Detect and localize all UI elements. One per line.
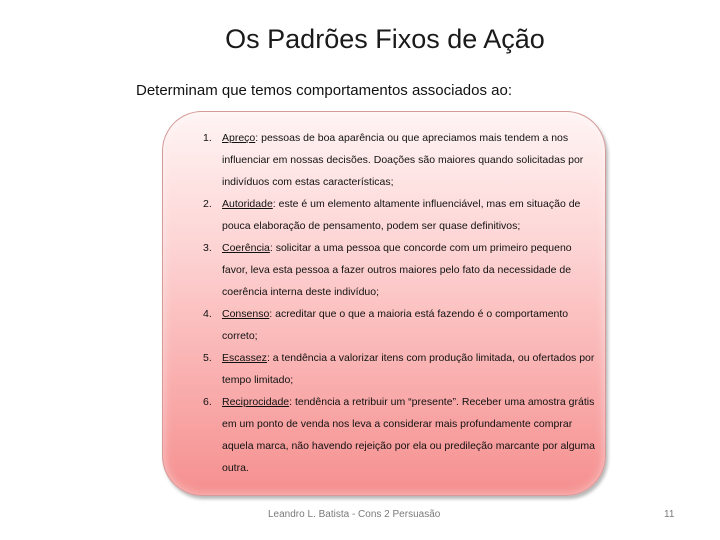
item-text: : acreditar que o que a maioria está fazendo é o comportamento correto; bbox=[222, 308, 569, 342]
item-text: : tendência a retribuir um “presente”. Receber uma amostra grátis em um ponto de venda nos leva a considerar mais profundamente comprar aquela marca, não havendo rejeição por ela ou predileção marcante por alguma outra. bbox=[222, 396, 595, 474]
item-term: Consenso bbox=[222, 308, 270, 320]
slide-subtitle: Determinam que temos comportamentos associados ao: bbox=[136, 82, 513, 99]
item-number: 5. bbox=[203, 352, 212, 364]
pattern-list bbox=[203, 127, 598, 479]
item-number: 2. bbox=[203, 198, 212, 210]
item-number: 1. bbox=[203, 132, 212, 144]
list-item-autoridade bbox=[203, 193, 598, 237]
item-term: Autoridade bbox=[222, 198, 273, 210]
list-item-reciprocidade bbox=[203, 391, 598, 479]
item-number: 4. bbox=[203, 308, 212, 320]
list-item-coerencia bbox=[203, 237, 598, 303]
item-term: Escassez bbox=[222, 352, 267, 364]
item-text: : a tendência a valorizar itens com produção limitada, ou ofertados por tempo limitado; bbox=[222, 352, 595, 386]
item-text: : pessoas de boa aparência ou que apreciamos mais tendem a nos influenciar em nossas decisões. Doações são maiores quando solicitadas por indivíduos com estas características; bbox=[222, 132, 584, 188]
list-item-consenso bbox=[203, 303, 598, 347]
list-item-apreco bbox=[203, 127, 598, 193]
item-term: Reciprocidade bbox=[222, 396, 290, 408]
footer-text: Leandro L. Batista - Cons 2 Persuasão bbox=[268, 509, 441, 520]
item-term: Coerência bbox=[222, 242, 270, 254]
item-text: : solicitar a uma pessoa que concorde com um primeiro pequeno favor, leva esta pessoa a fazer outros maiores pelo fato da necessidade de coerência interna deste indivíduo; bbox=[222, 242, 572, 298]
item-term: Apreço bbox=[222, 132, 256, 144]
item-number: 6. bbox=[203, 396, 212, 408]
content-box bbox=[162, 111, 606, 496]
item-text: : este é um elemento altamente influenciável, mas em situação de pouca elaboração de pensamento, podem ser quase definitivos; bbox=[222, 198, 581, 232]
page-number: 11 bbox=[664, 509, 675, 520]
item-number: 3. bbox=[203, 242, 212, 254]
slide-title: Os Padrões Fixos de Ação bbox=[225, 24, 545, 54]
list-item-escassez bbox=[203, 347, 598, 391]
